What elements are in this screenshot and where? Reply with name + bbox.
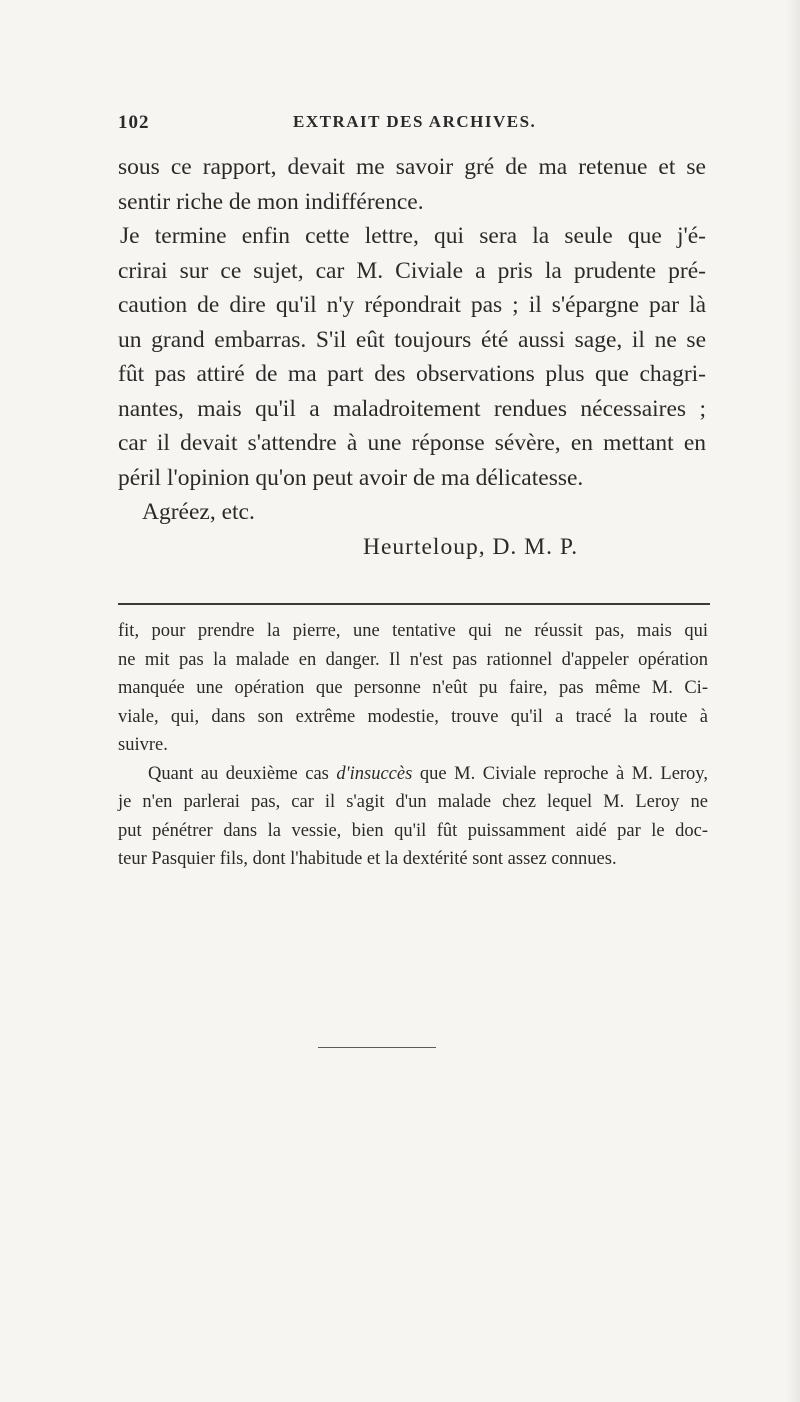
- text-line: Je termine enfin cette lettre, qui sera la seule que j'é-: [120, 223, 706, 249]
- letter-body: [118, 150, 706, 530]
- page-edge-shadow: [786, 0, 800, 1402]
- text-line: sous ce rapport, devait me savoir gré de ma retenue et se: [118, 154, 706, 180]
- note-line: ne mit pas la malade en danger. Il n'est pas rationnel d'appeler opération: [118, 649, 708, 670]
- text-line: un grand embarras. S'il eût toujours été aussi sage, il ne se: [118, 326, 706, 353]
- end-rule: [318, 1047, 436, 1048]
- note-line: suivre.: [118, 735, 168, 755]
- footnote-text: [118, 617, 708, 874]
- text-line: fût pas attiré de ma part des observations plus que chagri-: [118, 361, 706, 387]
- note-line: je n'en parlerai pas, car il s'agit d'un malade chez lequel M. Leroy ne: [118, 792, 708, 812]
- footnote-divider: [118, 603, 710, 605]
- page-header: [118, 112, 704, 136]
- text-line: car il devait s'attendre à une réponse sévère, en mettant en: [118, 430, 706, 456]
- text-line: crirai sur ce sujet, car M. Civiale a pris la prudente pré-: [118, 257, 706, 284]
- text-line: caution de dire qu'il n'y répondrait pas ; il s'épargne par là: [118, 292, 706, 318]
- note-italic: d'insuccès: [336, 763, 413, 784]
- text-line: péril l'opinion qu'on peut avoir de ma délicatesse.: [118, 464, 584, 491]
- note-rest: que M. Civiale reproche à M. Leroy,: [412, 763, 708, 784]
- page-number: 102: [118, 112, 150, 133]
- closing-line: Agréez, etc.: [142, 499, 255, 525]
- note-line: viale, qui, dans son extrême modestie, trouve qu'il a tracé la route à: [118, 706, 708, 727]
- note-lead: Quant au deuxième cas: [148, 763, 337, 784]
- note-line: fit, pour prendre la pierre, une tentative qui ne réussit pas, mais qui: [118, 621, 708, 641]
- note-line: put pénétrer dans la vessie, bien qu'il fût puissamment aidé par le doc-: [118, 820, 708, 841]
- text-line: sentir riche de mon indifférence.: [118, 188, 424, 215]
- signature: Heurteloup, D. M. P.: [363, 534, 579, 560]
- running-head: EXTRAIT DES ARCHIVES.: [293, 112, 537, 131]
- note-line: teur Pasquier fils, dont l'habitude et la dextérité sont assez connues.: [118, 849, 617, 869]
- note-line: manquée une opération que personne n'eût pu faire, pas même M. Ci-: [118, 678, 708, 698]
- text-line: nantes, mais qu'il a maladroitement rendues nécessaires ;: [118, 395, 706, 422]
- note-line: [118, 760, 708, 789]
